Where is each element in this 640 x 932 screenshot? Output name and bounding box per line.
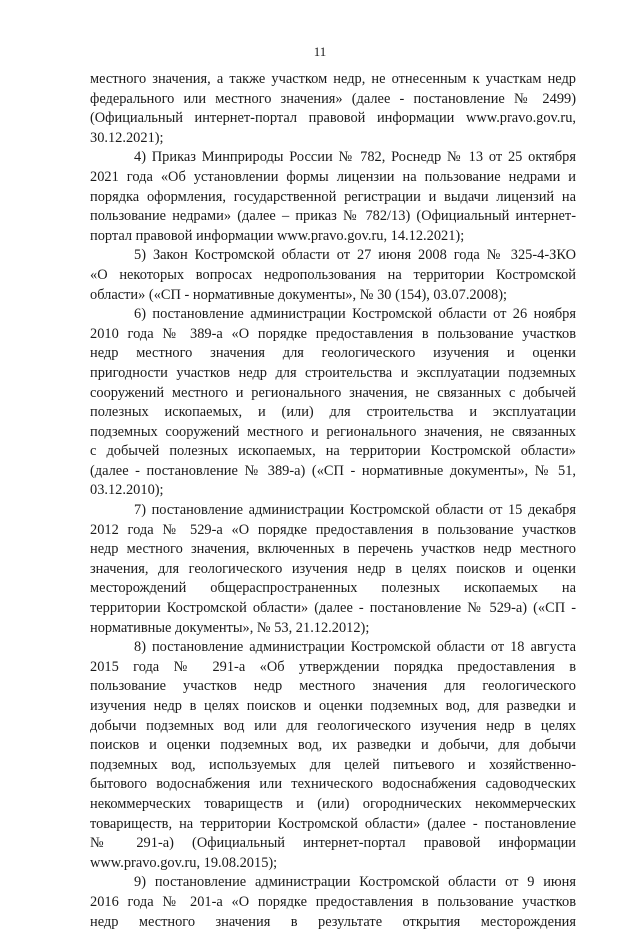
text-line: (далее - постановление № 389-а) («СП - нормативные документы», № 51, [90, 462, 576, 479]
paragraph-item-7 [90, 501, 576, 638]
paragraph-item-6 [90, 305, 576, 501]
text-line: бытового водоснабжения или технического водоснабжения садоводческих [90, 776, 576, 793]
text-line: полезных ископаемых, и (или) для строительства и эксплуатации [90, 404, 576, 421]
text-line: 8) постановление администрации Костромской области от 18 августа [134, 639, 576, 656]
text-line: портал правовой информации www.pravo.gov.ru, 14.12.2021); [90, 227, 465, 244]
text-line: № 291-а) (Официальный интернет-портал правовой информации [90, 835, 576, 852]
text-line: области» («СП - нормативные документы», № 30 (154), 03.07.2008); [90, 286, 507, 303]
text-line: 6) постановление администрации Костромской области от 26 ноября [134, 306, 576, 323]
text-line: добычи подземных вод или для геологического изучения недр в целях [90, 717, 576, 734]
paragraph-item-5 [90, 246, 576, 305]
text-line: «О некоторых вопросах недропользования на территории Костромской [90, 266, 576, 283]
text-line: 2021 года «Об установлении формы лицензии на пользование недрами и [90, 168, 576, 185]
text-line: местного значения, а также участком недр, не отнесенным к участкам недр [90, 71, 576, 87]
text-line: месторождений общераспространенных полезных ископаемых на [90, 580, 576, 597]
text-line: порядка оформления, государственной регистрации и выдачи лицензий на [90, 188, 576, 205]
text-line: (Официальный интернет-портал правовой информации www.pravo.gov.ru, [90, 110, 576, 127]
text-line: недр местного значения в результате открытия месторождения [90, 913, 576, 930]
paragraph-item-4 [90, 148, 576, 246]
text-line: 03.12.2010); [90, 482, 164, 499]
text-line: поисков и оценки подземных вод, их разведки и добычи, для добычи [90, 737, 576, 754]
paragraph-item-8 [90, 638, 576, 873]
text-line: 2010 года № 389-а «О порядке предоставления в пользование участков [90, 325, 576, 342]
text-line: 4) Приказ Минприроды России № 782, Роснедр № 13 от 25 октября [134, 149, 576, 166]
text-line: некоммерческих товариществ и (или) огороднических некоммерческих [90, 795, 576, 812]
text-line: 5) Закон Костромской области от 27 июня 2008 года № 325-4-ЗКО [134, 247, 576, 264]
text-line: 2015 года № 291-а «Об утверждении порядка предоставления в [90, 658, 576, 675]
text-line: подземных вод, используемых для целей питьевого и хозяйственно- [90, 756, 576, 773]
text-line: изучения недр в целях поисков и оценки подземных вод, для разведки и [90, 698, 576, 714]
text-line: федерального или местного значения» (далее - постановление № 2499) [90, 90, 576, 107]
text-line: пригодности участков недр для строительства и эксплуатации подземных [90, 364, 576, 381]
text-line: 2012 года № 529-а «О порядке предоставления в пользование участков [90, 521, 576, 538]
text-line: пользование участков недр местного значения для геологического [90, 678, 576, 695]
text-line: территории Костромской области» (далее - постановление № 529-а) («СП - [90, 600, 576, 617]
text-line: 30.12.2021); [90, 129, 164, 146]
paragraph-continuation [90, 70, 576, 148]
text-line: 9) постановление администрации Костромской области от 9 июня [134, 874, 576, 891]
text-line: значения, для геологического изучения недр в целях поисков и оценки [90, 560, 576, 577]
text-line: сооружений местного и регионального значения, не связанных с добычей [90, 384, 576, 401]
text-line: недр местного значения для геологического изучения и оценки [90, 345, 576, 362]
text-line: нормативные документы», № 53, 21.12.2012); [90, 619, 370, 636]
text-line: недр местного значения, включенных в перечень участков недр местного [90, 541, 576, 558]
text-line: www.pravo.gov.ru, 19.08.2015); [90, 854, 278, 871]
text-line: товариществ, на территории Костромской области» (далее - постановление [90, 815, 576, 832]
page-number: 11 [313, 44, 327, 59]
text-line: 2016 года № 201-а «О порядке предоставления в пользование участков [90, 893, 576, 910]
text-line: подземных сооружений местного и регионального значения, не связанных [90, 423, 576, 440]
text-line: 7) постановление администрации Костромской области от 15 декабря [134, 502, 576, 519]
document-body [90, 70, 576, 932]
text-line: с добычей полезных ископаемых, на территории Костромской области» [90, 443, 576, 460]
paragraph-item-9 [90, 873, 576, 932]
text-line: пользование недрами» (далее – приказ № 782/13) (Официальный интернет- [90, 208, 576, 225]
